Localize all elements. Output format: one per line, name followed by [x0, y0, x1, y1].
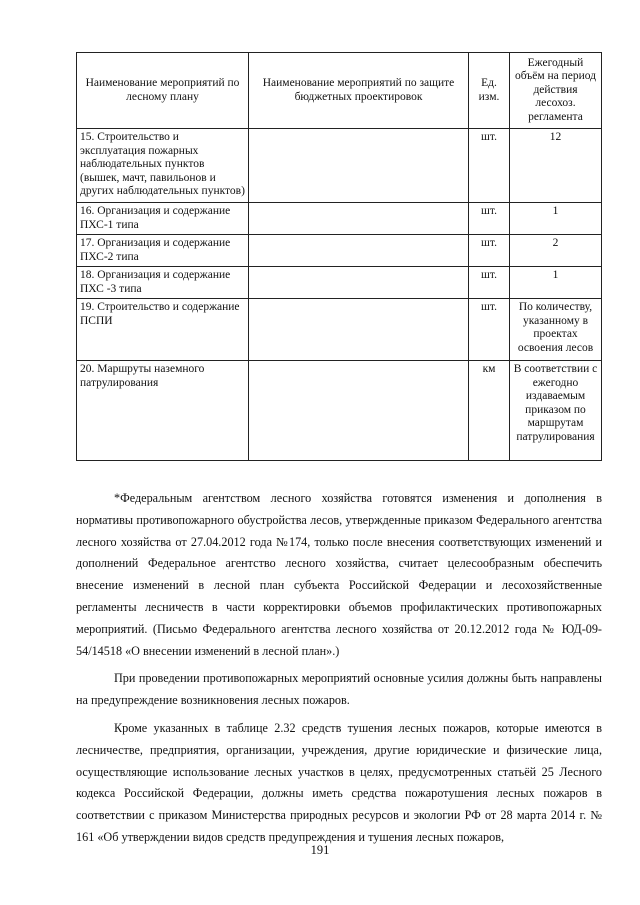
row-annual-volume: В соответствии с ежегодно издаваемым приказом по маршрутам патрулирования [510, 361, 602, 461]
table-row [77, 299, 602, 361]
table-row [77, 235, 602, 267]
row-annual-volume: 1 [510, 203, 602, 235]
row-budget-name [249, 361, 469, 461]
body-paragraph: При проведении противопожарных мероприятий основные усилия должны быть направлены на предупреждение возникновения лесных пожаров. [76, 671, 602, 708]
table-row [77, 361, 602, 461]
row-measure-name: 20. Маршруты наземного патрулирования [77, 361, 249, 461]
header-plan-measure: Наименование мероприятий по лесному плану [77, 53, 249, 129]
row-budget-name [249, 299, 469, 361]
row-measure-name: 15. Строительство и эксплуатация пожарных наблюдательных пунктов (вышек, мачт, павильонов и других наблюдательных пунктов) [77, 129, 249, 203]
row-budget-name [249, 267, 469, 299]
fire-measures-table [76, 52, 602, 461]
header-annual-volume: Ежегодный объём на период действия лесохоз. регламента [510, 53, 602, 129]
page-number: 191 [310, 843, 330, 857]
row-annual-volume: 2 [510, 235, 602, 267]
table-row [77, 203, 602, 235]
body-text [76, 488, 602, 855]
row-budget-name [249, 203, 469, 235]
row-unit: шт. [469, 235, 510, 267]
row-annual-volume: 1 [510, 267, 602, 299]
table-row [77, 267, 602, 299]
row-budget-name [249, 235, 469, 267]
footnote-paragraph: *Федеральным агентством лесного хозяйства готовятся изменения и дополнения в нормативы противопожарного обустройства лесов, утвержденные приказом Федерального агентства лесного хозяйства от 27.04.2012 года №174, только после внесения соответствующих изменений и дополнений Федеральное агентство лесного хозяйства, считает целесообразным обеспечить внесение изменений в лесной план субъекта Российской Федерации и лесохозяйственные регламенты лесничеств в части корректировки объемов профилактических противопожарных мероприятий. (Письмо Федерального агентства лесного хозяйства от 20.12.2012 года № ЮД-09-54/14518 «О внесении изменений в лесной план».) [76, 491, 602, 658]
row-measure-name: 19. Строительство и содержание ПСПИ [77, 299, 249, 361]
table-header-row [77, 53, 602, 129]
row-unit: шт. [469, 129, 510, 203]
row-unit: шт. [469, 267, 510, 299]
header-budget-measure: Наименование мероприятий по защите бюджетных проектировок [249, 53, 469, 129]
row-unit: шт. [469, 203, 510, 235]
row-measure-name: 18. Организация и содержание ПХС -3 типа [77, 267, 249, 299]
header-unit: Ед. изм. [469, 53, 510, 129]
row-unit: шт. [469, 299, 510, 361]
row-measure-name: 16. Организация и содержание ПХС-1 типа [77, 203, 249, 235]
body-paragraph: Кроме указанных в таблице 2.32 средств тушения лесных пожаров, которые имеются в лесничестве, предприятия, организации, учреждения, другие юридические и физические лица, осуществляющие использование лесных участков в целях, предусмотренных статьёй 25 Лесного кодекса Российской Федерации, должны иметь средства пожаротушения лесных пожаров в соответствии с приказом Министерства природных ресурсов и экологии РФ от 28 марта 2014 г. № 161 «Об утверждении видов средств предупреждения и тушения лесных пожаров, [76, 720, 602, 844]
row-measure-name: 17. Организация и содержание ПХС-2 типа [77, 235, 249, 267]
row-unit: км [469, 361, 510, 461]
row-annual-volume: 12 [510, 129, 602, 203]
table-row [77, 129, 602, 203]
row-budget-name [249, 129, 469, 203]
row-annual-volume: По количеству, указанному в проектах освоения лесов [510, 299, 602, 361]
